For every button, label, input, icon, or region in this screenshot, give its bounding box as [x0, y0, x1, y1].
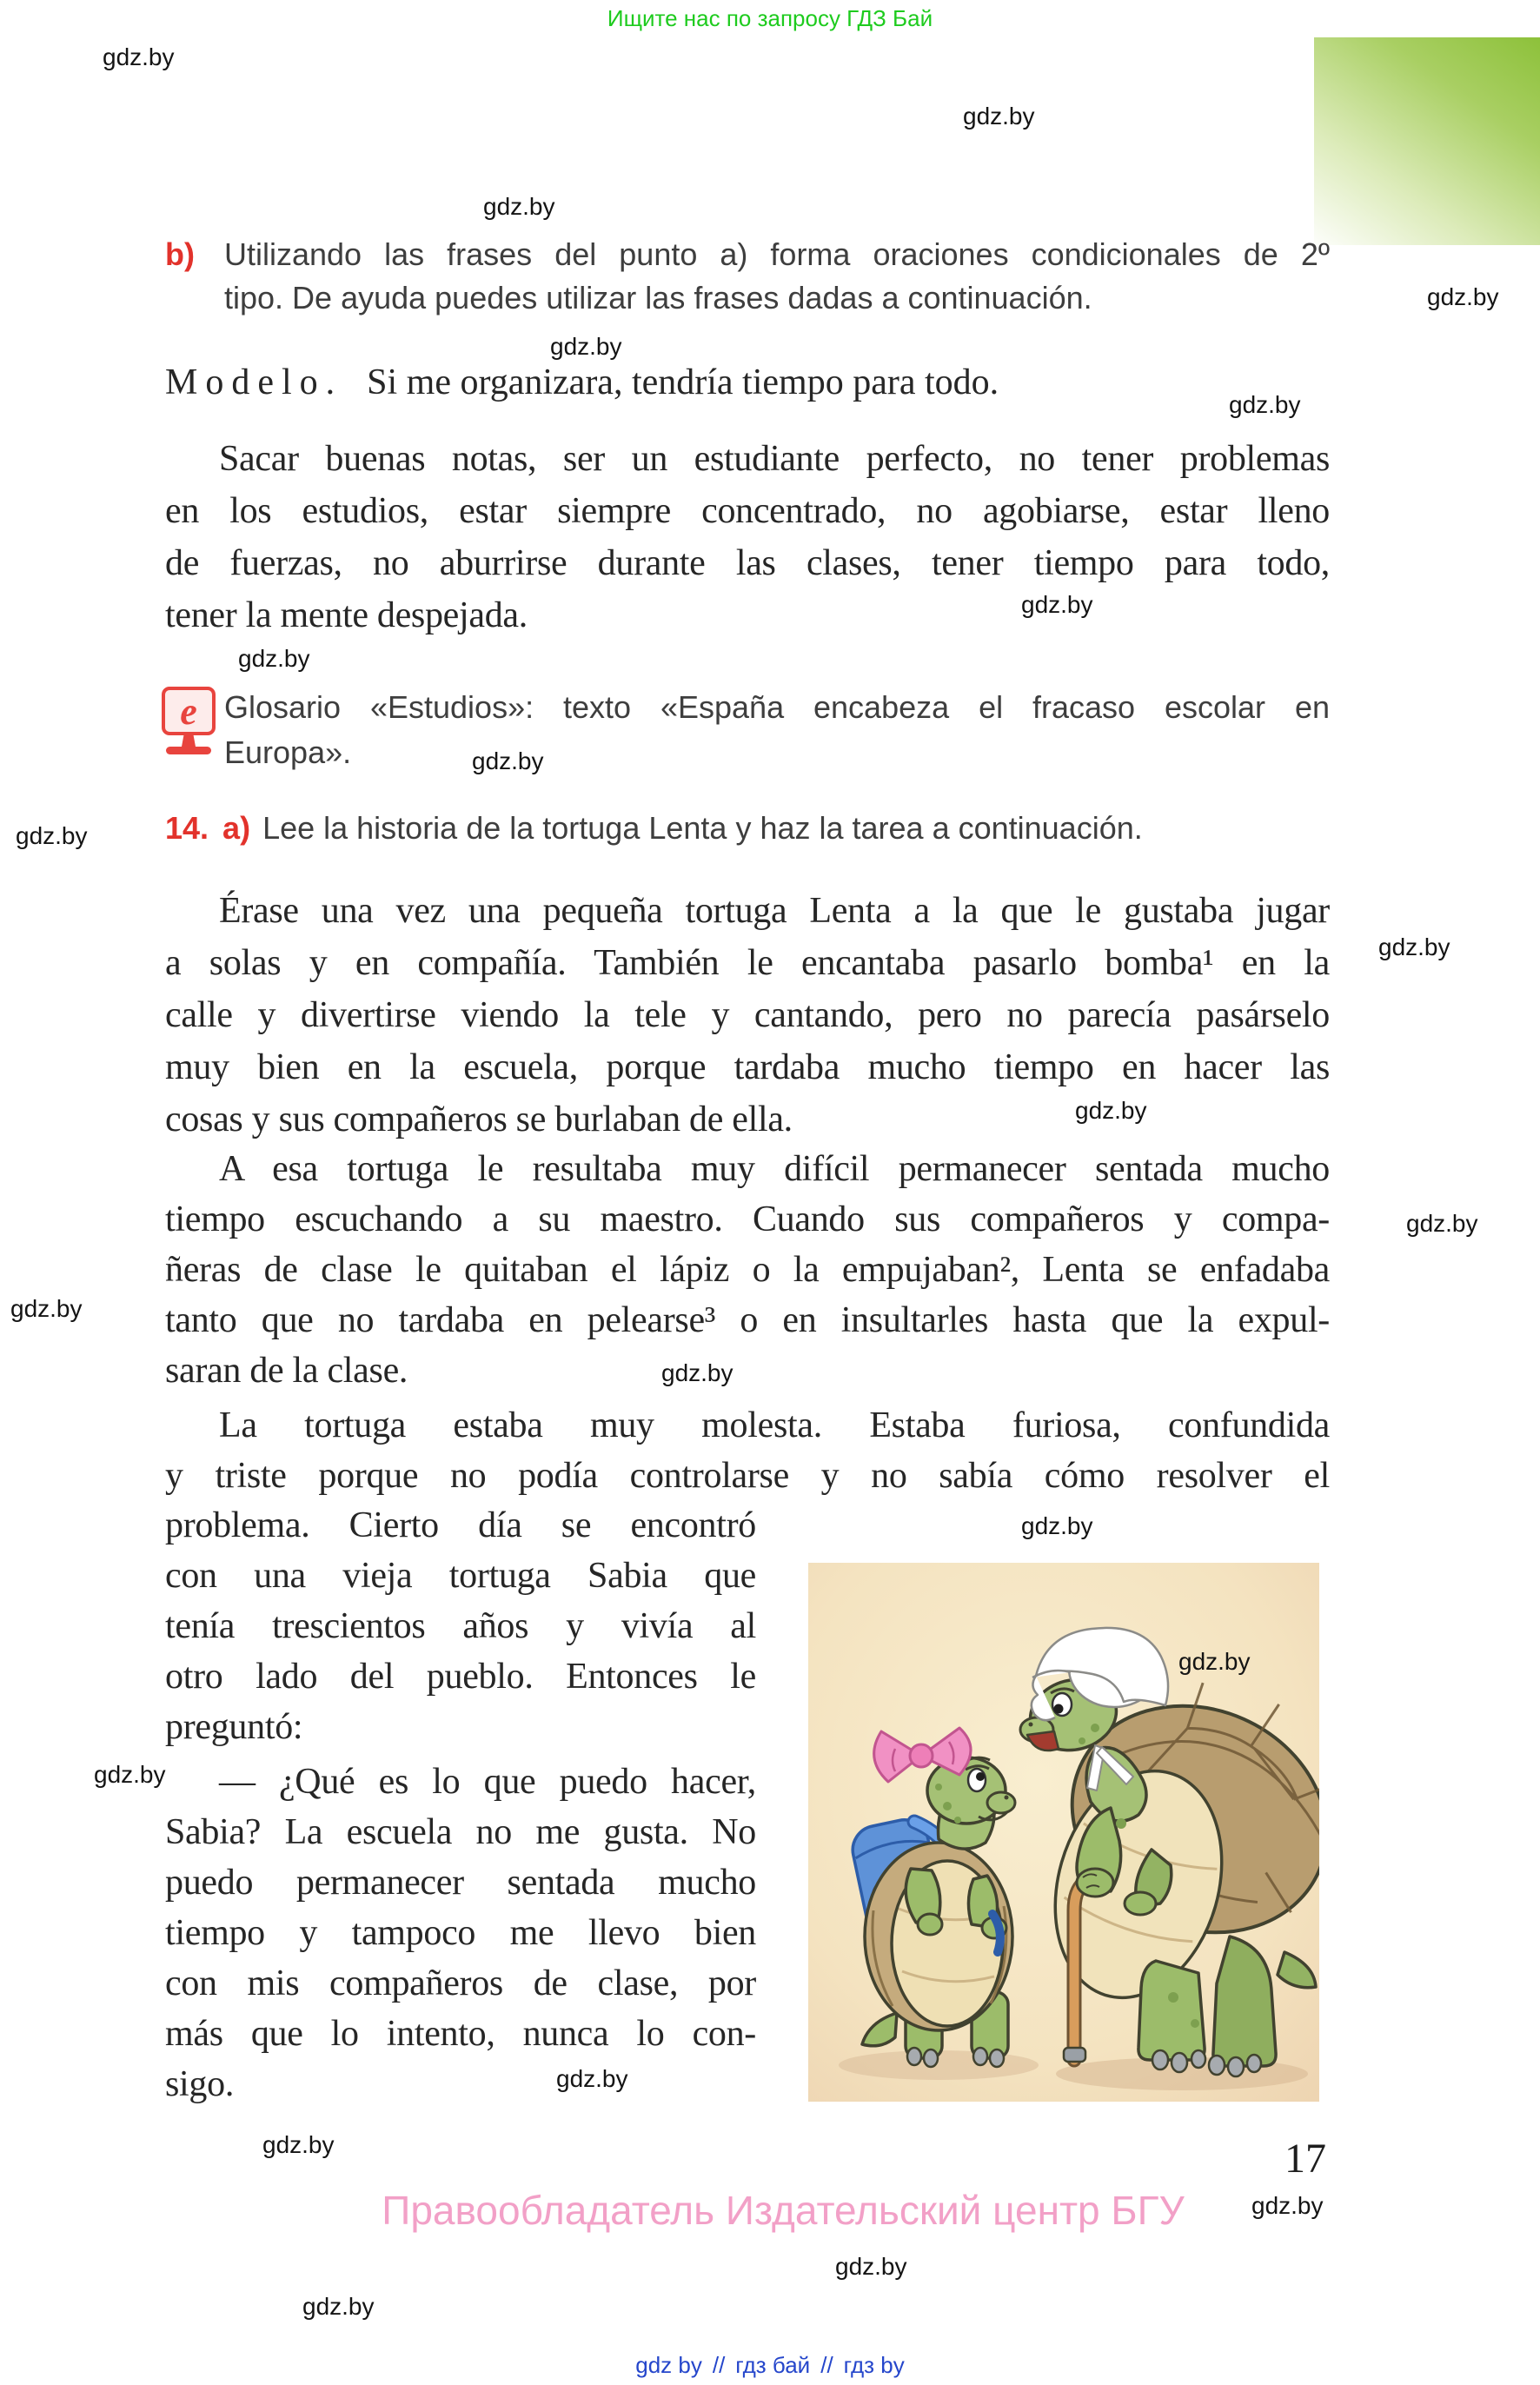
exercise-14-number: 14. [165, 810, 209, 846]
link-separator: // [712, 2352, 726, 2378]
ebook-icon-letter: e [162, 687, 216, 735]
gdz-watermark: gdz.by [835, 2253, 907, 2280]
gdz-watermark: gdz.by [963, 103, 1035, 130]
modelo-label: Modelo. [165, 362, 343, 402]
gdz-watermark: gdz.by [262, 2131, 335, 2158]
glossary-line2: Europa». [224, 734, 352, 770]
exercise-14-instruction: Lee la historia de la tortuga Lenta y haz la tarea a continuación. [262, 810, 1143, 846]
text-line: A esa tortuga le resultaba muy difícil permanecer sentada mucho [219, 1149, 1330, 1189]
dialogue-column [165, 1757, 756, 2109]
text-line: Érase una vez una pequeña tortuga Lenta a la que le gustaba jugar [219, 891, 1330, 931]
text-line: Sacar buenas notas, ser un estudiante perfecto, no tener problemas [219, 439, 1330, 479]
page-number: 17 [1284, 2136, 1326, 2182]
text-line: cosas y sus compañeros se burlaban de ella. [165, 1099, 793, 1139]
modelo-text: Si me organizara, tendría tiempo para todo. [367, 362, 999, 402]
gdz-watermark: gdz.by [238, 645, 310, 672]
gdz-watermark: gdz.by [550, 333, 622, 360]
story-paragraph-2 [165, 1144, 1330, 1396]
gdz-watermark: gdz.by [1178, 1648, 1251, 1675]
gdz-watermark: gdz.by [556, 2065, 628, 2092]
text-line: tiempo y tampoco me llevo bien [165, 1913, 756, 1953]
text-line: calle y divertirse viendo la tele y cantando, pero no parecía pasárselo [165, 995, 1330, 1035]
text-line: con mis compañeros de clase, por [165, 1963, 756, 2003]
text-line: otro lado del pueblo. Entonces le [165, 1657, 756, 1697]
text-line: — ¿Qué es lo que puedo hacer, [219, 1762, 756, 1802]
exercise-14-line [165, 807, 1330, 850]
story-paragraph-3 [165, 1400, 1330, 1501]
gdz-watermark: gdz.by [103, 43, 175, 70]
gdz-watermark: gdz.by [1251, 2192, 1324, 2219]
text-line: a solas y en compañía. También le encantaba pasarlo bomba¹ en la [165, 943, 1330, 983]
text-line: y triste porque no podía controlarse y no sabía cómo resolver el [165, 1456, 1330, 1496]
gdz-watermark: gdz.by [94, 1761, 166, 1788]
glossary-line1: Glosario «Estudios»: texto «España encabeza el fracaso escolar en [224, 689, 1330, 725]
gdz-watermark: gdz.by [1021, 591, 1093, 618]
text-line: sigo. [165, 2064, 235, 2104]
exercise-b-line1: Utilizando las frases del punto a) forma oraciones condicionales de 2º [224, 236, 1330, 272]
corner-decoration [1314, 37, 1540, 245]
text-line: con una vieja tortuga Sabia que [165, 1556, 756, 1596]
exercise-b-label: b) [165, 236, 195, 272]
gdz-watermark: gdz.by [1427, 283, 1499, 310]
gdz-watermark: gdz.by [483, 193, 555, 220]
text-line: tiempo escuchando a su maestro. Cuando sus compañeros y compa- [165, 1199, 1330, 1239]
gdz-watermark: gdz.by [1021, 1512, 1093, 1539]
gdz-watermark: gdz.by [661, 1359, 733, 1386]
exercise-b-line2: tipo. De ayuda puedes utilizar las frases dadas a continuación. [224, 280, 1092, 316]
gdz-watermark: gdz.by [10, 1295, 83, 1322]
turtle-illustration [808, 1563, 1319, 2102]
story-paragraph-1 [165, 885, 1330, 1146]
ebook-monitor-icon [162, 687, 216, 754]
turtle-illustration-svg [808, 1563, 1319, 2102]
text-line: ñeras de clase le quitaban el lápiz o la empujaban², Lenta se enfadaba [165, 1250, 1330, 1290]
gdz-watermark: gdz.by [1229, 391, 1301, 418]
text-line: preguntó: [165, 1707, 303, 1747]
text-line: más que lo intento, nunca lo con- [165, 2014, 756, 2054]
gdz-watermark: gdz.by [302, 2293, 375, 2320]
text-line: problema. Cierto día se encontró [165, 1505, 756, 1545]
link-separator: // [820, 2352, 833, 2378]
text-line: tanto que no tardaba en pelearse³ o en insultarles hasta que la expul- [165, 1300, 1330, 1340]
footer-link-gdz-by[interactable]: gdz by [635, 2352, 702, 2378]
gdz-watermark: gdz.by [16, 822, 88, 849]
text-line: tenía trescientos años y vivía al [165, 1606, 756, 1646]
text-line: puedo permanecer sentada mucho [165, 1863, 756, 1903]
glossary-note [224, 685, 1330, 775]
story-narrow-column [165, 1500, 756, 1752]
text-line: en los estudios, estar siempre concentrado, no agobiarse, estar lleno [165, 491, 1330, 531]
text-line: muy bien en la escuela, porque tardaba mucho tiempo en hacer las [165, 1047, 1330, 1087]
footer-links [0, 2352, 1540, 2379]
footer-link-gdz-by2[interactable]: гдз by [843, 2352, 905, 2378]
gdz-watermark: gdz.by [1406, 1210, 1478, 1237]
text-line: Sabia? La escuela no me gusta. No [165, 1812, 756, 1852]
text-line: La tortuga estaba muy molesta. Estaba furiosa, confundida [219, 1405, 1330, 1445]
copyright-footer: Правообладатель Издательский центр БГУ [382, 2188, 1185, 2233]
modelo-line [165, 362, 999, 403]
footer-link-gdz-bai[interactable]: гдз бай [735, 2352, 811, 2378]
exercise-14-label: a) [222, 810, 251, 846]
exercise-b-instruction [224, 233, 1330, 320]
phrases-paragraph [165, 433, 1330, 641]
gdz-watermark: gdz.by [1378, 933, 1450, 960]
promo-note: Ищите нас по запросу ГДЗ Бай [607, 5, 933, 31]
gdz-watermark: gdz.by [1075, 1097, 1147, 1124]
text-line: tener la mente despejada. [165, 595, 528, 635]
gdz-watermark: gdz.by [472, 747, 544, 774]
text-line: saran de la clase. [165, 1351, 408, 1391]
text-line: de fuerzas, no aburrirse durante las clases, tener tiempo para todo, [165, 543, 1330, 583]
